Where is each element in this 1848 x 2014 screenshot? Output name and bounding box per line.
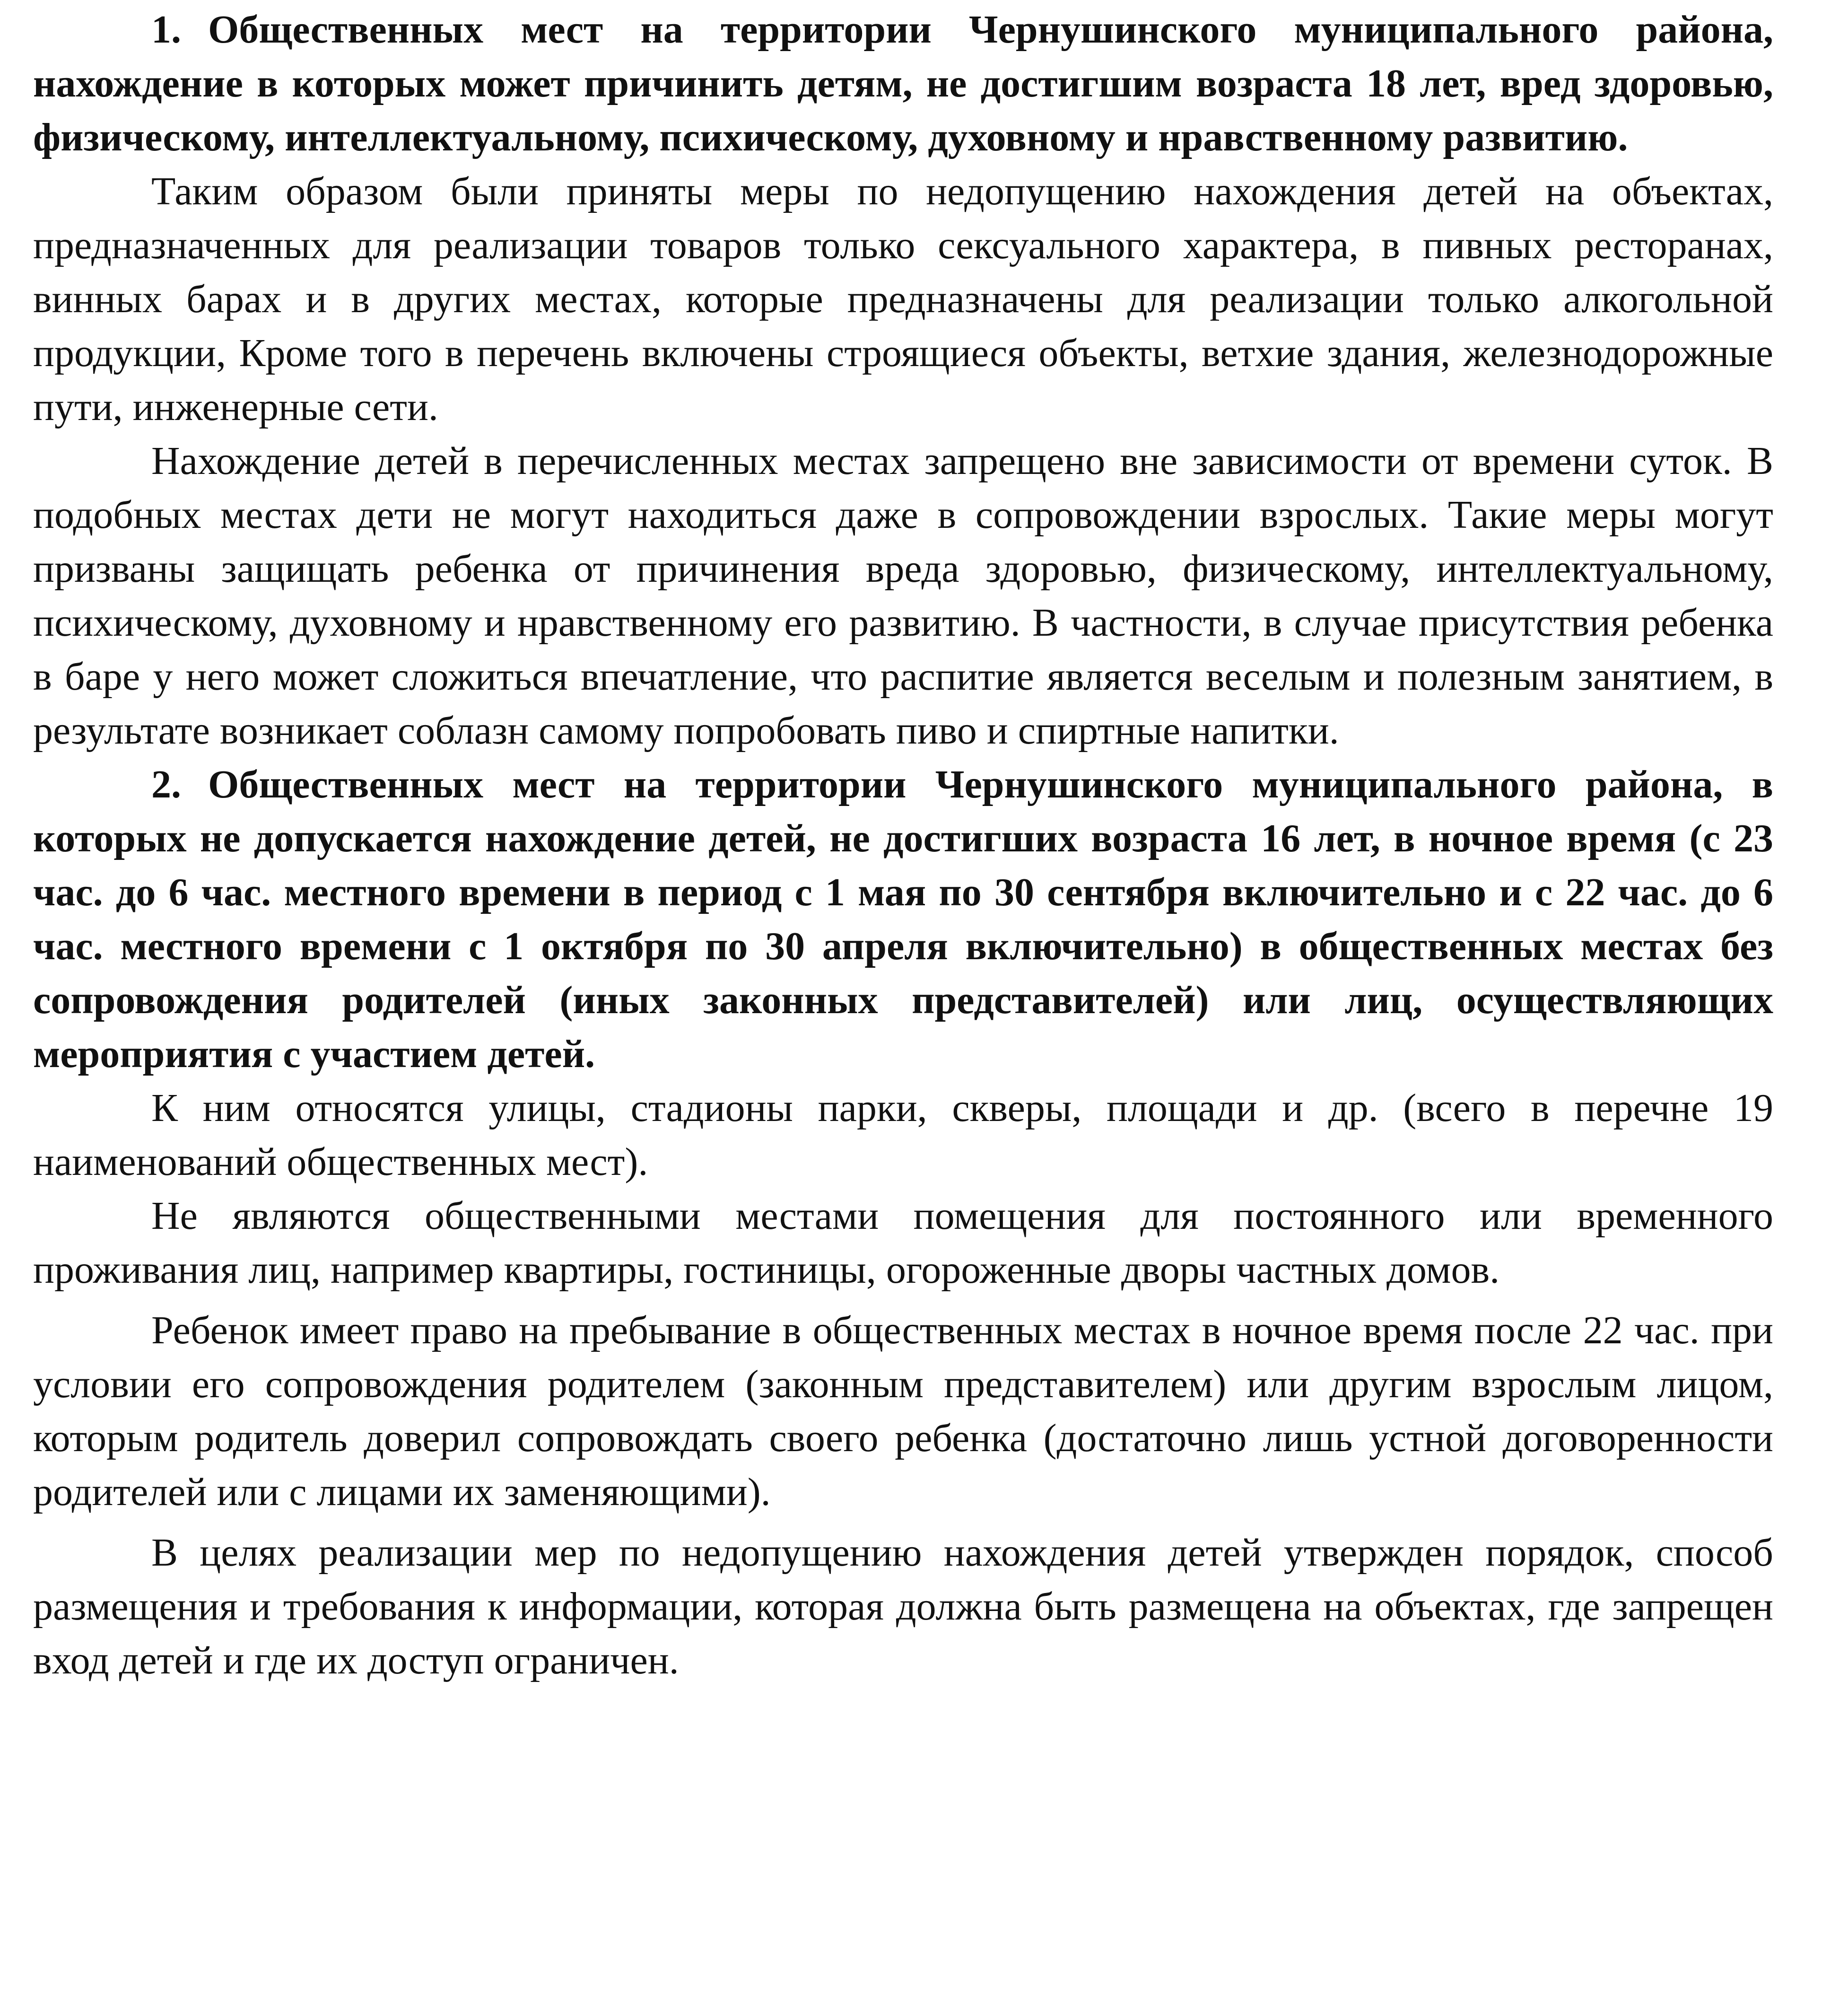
section-1-paragraph-1: Таким образом были приняты меры по недопущению нахождения детей на объектах, предназначенных для реализации товаров только сексуального характера, в пивных ресторанах, винных барах и в других местах, которые предназначены для реализации только алкогольной продукции, Кроме того в перечень включены строящиеся объекты, ветхие здания, железнодорожные пути, инженерные сети.: [33, 169, 1773, 429]
section-2-paragraph-2: Не являются общественными местами помещения для постоянного или временного проживания лиц, например квартиры, гостиницы, огороженные дворы частных домов.: [33, 1194, 1773, 1292]
section-1-heading: [33, 3, 1773, 165]
section-2-paragraph-4: В целях реализации мер по недопущению нахождения детей утвержден порядок, способ размещения и требования к информации, которая должна быть размещена на объектах, где запрещен вход детей и где их доступ ограничен.: [33, 1531, 1773, 1682]
section-2-number: 2.: [151, 762, 181, 806]
section-2-paragraph-1: К ним относятся улицы, стадионы парки, скверы, площади и др. (всего в перечне 19 наименований общественных мест).: [33, 1086, 1773, 1184]
section-1-paragraph-2: Нахождение детей в перечисленных местах запрещено вне зависимости от времени суток. В подобных местах дети не могут находиться даже в сопровождении взрослых. Такие меры могут призваны защищать ребенка от причинения вреда здоровью, физическому, интеллектуальному, психическому, духовному и нравственному его развитию. В частности, в случае присутствия ребенка в баре у него может сложиться впечатление, что распитие является веселым и полезным занятием, в результате возникает соблазн самому попробовать пиво и спиртные напитки.: [33, 439, 1773, 753]
section-2-heading-text: Общественных мест на территории Чернушинского муниципального района, в которых не допускается нахождение детей, не достигших возраста 16 лет, в ночное время (с 23 час. до 6 час. местного времени в период с 1 мая по 30 сентября включительно и с 22 час. до 6 час. местного времени с 1 октября по 30 апреля включительно) в общественных местах без сопровождения родителей (иных законных представителей) или лиц, осуществляющих мероприятия с участием детей.: [33, 762, 1773, 1076]
document-page: [33, 3, 1773, 1688]
section-2-paragraph-3: Ребенок имеет право на пребывание в общественных местах в ночное время после 22 час. при условии его сопровождения родителем (законным представителем) или другим взрослым лицом, которым родитель доверил сопровождать своего ребенка (достаточно лишь устной договоренности родителей или с лицами их заменяющими).: [33, 1308, 1773, 1514]
section-2-heading: [33, 758, 1773, 1081]
section-1-number: 1.: [151, 8, 181, 52]
section-1-heading-text: Общественных мест на территории Чернушинского муниципального района, нахождение в которых может причинить детям, не достигшим возраста 18 лет, вред здоровью, физическому, интеллектуальному, психическому, духовному и нравственному развитию.: [33, 8, 1773, 159]
